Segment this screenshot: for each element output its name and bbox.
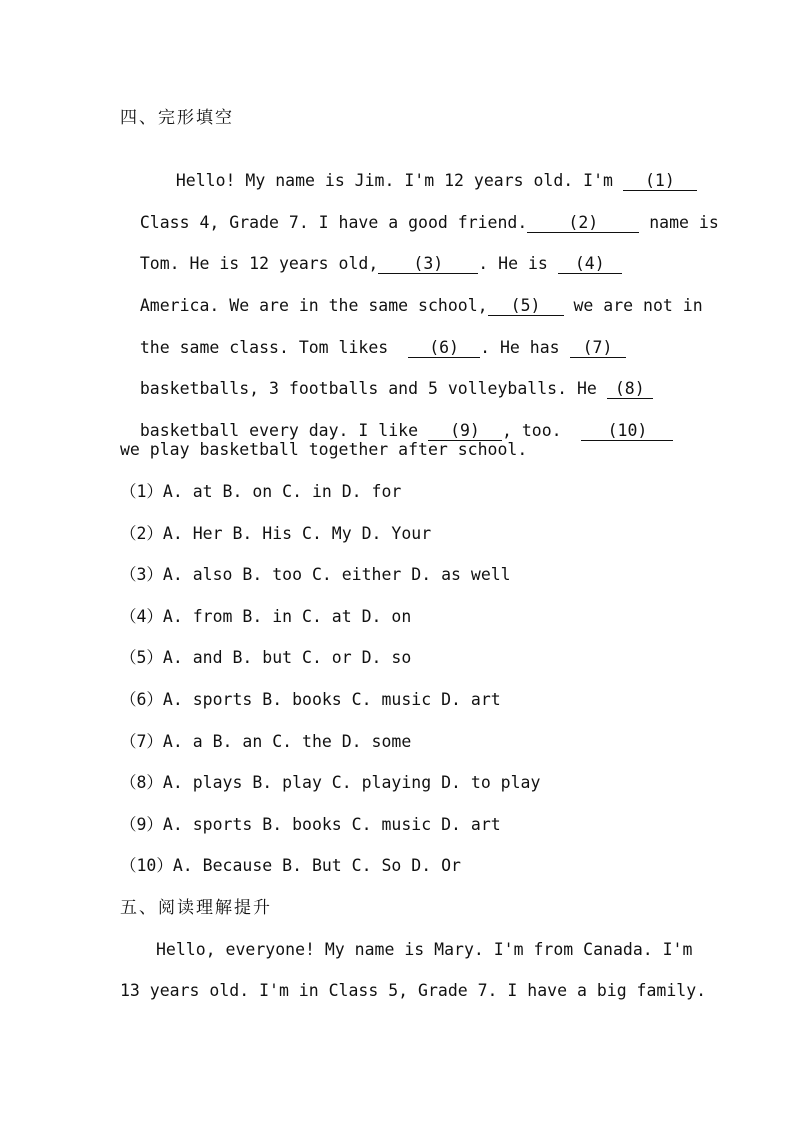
blank-8: (8)	[607, 380, 653, 399]
option-line-7: （7）A. a B. an C. the D. some	[120, 732, 412, 751]
blank-6: (6)	[408, 339, 480, 358]
blank-9: (9)	[428, 422, 502, 441]
passage-line-1	[156, 148, 697, 192]
passage-line-7	[120, 398, 673, 442]
passage-text: basketball every day. I like	[139, 421, 428, 440]
option-line-2: （2）A. Her B. His C. My D. Your	[120, 524, 432, 543]
passage-line-6	[120, 356, 653, 400]
passage-text: we are not in	[563, 296, 703, 315]
passage-text: basketballs, 3 footballs and 5 volleyballs. He	[139, 379, 607, 398]
blank-5: (5)	[488, 297, 564, 316]
blank-7: (7)	[570, 339, 626, 358]
passage-text: , too.	[501, 421, 582, 440]
passage-text: Tom. He is 12 years old,	[139, 254, 379, 273]
option-line-4: （4）A. from B. in C. at D. on	[120, 607, 412, 626]
passage-text: the same class. Tom likes	[139, 338, 409, 357]
blank-3: (3)	[378, 255, 478, 274]
passage-line-5	[120, 315, 626, 359]
passage-line-4	[120, 273, 703, 317]
passage-text: name is	[639, 213, 719, 232]
blank-2: (2)	[527, 214, 639, 233]
passage-line-8: we play basketball together after school.	[120, 440, 528, 459]
passage-text: Class 4, Grade 7. I have a good friend.	[139, 213, 528, 232]
passage-text: . He is	[478, 254, 558, 273]
blank-1: (1)	[623, 172, 697, 191]
passage-line-2	[120, 190, 719, 234]
option-line-3: （3）A. also B. too C. either D. as well	[120, 565, 511, 584]
reading-line-1: Hello, everyone! My name is Mary. I'm from Canada. I'm	[156, 940, 693, 959]
option-line-10: （10）A. Because B. But C. So D. Or	[120, 856, 461, 875]
option-line-1: （1）A. at B. on C. in D. for	[120, 482, 402, 501]
blank-10: (10)	[581, 422, 673, 441]
passage-text: Hello! My name is Jim. I'm 12 years old. I'm	[175, 171, 623, 190]
passage-text: . He has	[480, 338, 570, 357]
section-4-heading: 四、完形填空	[120, 108, 234, 128]
passage-line-3	[120, 231, 622, 275]
option-line-8: （8）A. plays B. play C. playing D. to play	[120, 773, 541, 792]
option-line-9: （9）A. sports B. books C. music D. art	[120, 815, 501, 834]
passage-text: America. We are in the same school,	[139, 296, 488, 315]
section-5-heading: 五、阅读理解提升	[120, 898, 272, 918]
blank-4: (4)	[558, 255, 622, 274]
option-line-5: （5）A. and B. but C. or D. so	[120, 648, 412, 667]
option-line-6: （6）A. sports B. books C. music D. art	[120, 690, 501, 709]
reading-line-2: 13 years old. I'm in Class 5, Grade 7. I have a big family.	[120, 981, 707, 1000]
